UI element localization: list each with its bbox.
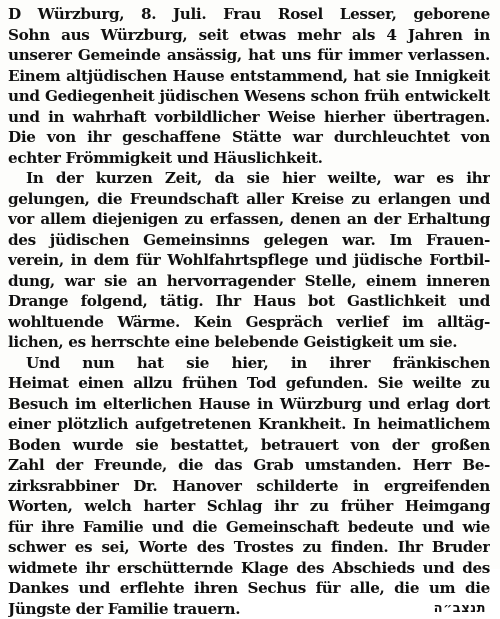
article-line-22: Boden wurde sie bestattet, betrauert von der großen [8, 435, 490, 456]
article-line-27: schwer es sei, Worte des Trostes zu finden. Ihr Bruder [8, 537, 490, 558]
article-line-11: vor allem diejenigen zu erfassen, denen an der Erhaltung [8, 209, 490, 230]
article-line-2: Sohn aus Würzburg, seit etwas mehr als 4 Jahren in [8, 25, 490, 46]
article-line-30: Jüngste der Familie trauern. [8, 599, 408, 619]
closing-row [8, 599, 490, 619]
article-line-15: Drange folgend, tätig. Ihr Haus bot Gastlichkeit und [8, 291, 490, 312]
article-line-25: Worten, welch harter Schlag ihr zu früher Heimgang [8, 496, 490, 517]
article-line-1: D Würzburg, 8. Juli. Frau Rosel Lesser, geborene [8, 4, 490, 25]
article-line-28: widmete ihr erschütternde Klage des Abschieds und des [8, 558, 490, 579]
article-line-8: echter Frömmigkeit und Häuslichkeit. [8, 148, 490, 169]
article-line-24: zirksrabbiner Dr. Hanover schilderte in ergreifenden [8, 476, 490, 497]
article-line-14: dung, war sie an hervorragender Stelle, einem inneren [8, 271, 490, 292]
article-line-16: wohltuende Wärme. Kein Gespräch verlief im alltäg- [8, 312, 490, 333]
article-line-26: für ihre Familie und die Gemeinschaft bedeute und wie [8, 517, 490, 538]
article-line-29: Dankes und erflehte ihren Sechus für alle, die um die [8, 578, 490, 599]
article-line-12: des jüdischen Gemeinsinns gelegen war. Im Frauen- [8, 230, 490, 251]
article-line-21: einer plötzlich aufgetretenen Krankheit. In heimatlichem [8, 414, 490, 435]
article-line-4: Einem altjüdischen Hause entstammend, hat sie Innigkeit [8, 66, 490, 87]
article-line-7: Die von ihr geschaffene Stätte war durchleuchtet von [8, 127, 490, 148]
hebrew-signature: תנצב״ה [434, 601, 486, 616]
article-line-23: Zahl der Freunde, die das Grab umstanden. Herr Be- [8, 455, 490, 476]
article-line-17: lichen, es herrschte eine belebende Geistigkeit um sie. [8, 332, 490, 353]
article-line-3: unserer Gemeinde ansässig, hat uns für immer verlassen. [8, 45, 490, 66]
obituary-article [8, 4, 490, 619]
article-line-10: gelungen, die Freundschaft aller Kreise zu erlangen und [8, 189, 490, 210]
article-line-20: Besuch im elterlichen Hause in Würzburg und erlag dort [8, 394, 490, 415]
article-line-5: und Gediegenheit jüdischen Wesens schon früh entwickelt [8, 86, 490, 107]
article-line-9: In der kurzen Zeit, da sie hier weilte, war es ihr [8, 168, 490, 189]
article-line-6: und in wahrhaft vorbildlicher Weise hierher übertragen. [8, 107, 490, 128]
article-line-18: Und nun hat sie hier, in ihrer fränkischen [8, 353, 490, 374]
article-line-13: verein, in dem für Wohlfahrtspflege und jüdische Fortbil- [8, 250, 490, 271]
article-line-19: Heimat einen allzu frühen Tod gefunden. Sie weilte zu [8, 373, 490, 394]
